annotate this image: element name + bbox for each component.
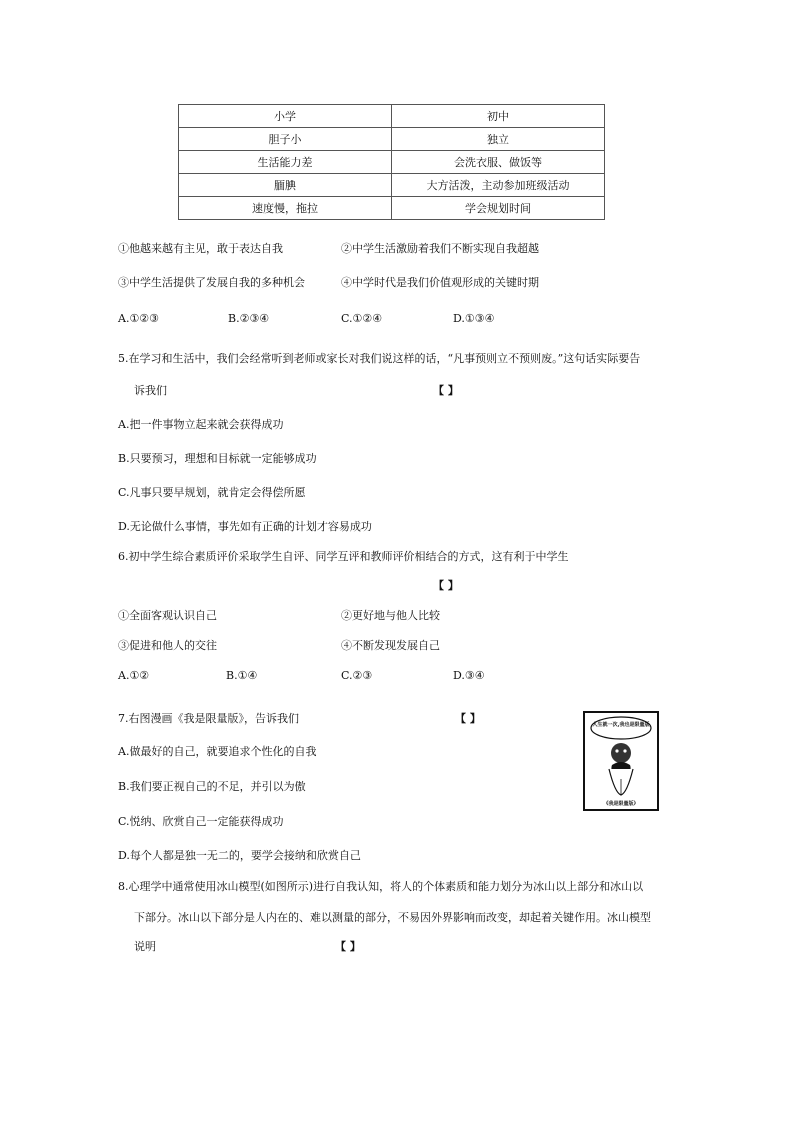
q5-stem-line2: 诉我们 xyxy=(134,384,167,397)
q7-option-c: C.悦纳、欣赏自己一定能获得成功 xyxy=(118,815,284,828)
comparison-table xyxy=(178,104,605,220)
q6-stem: 6.初中学生综合素质评价采取学生自评、同学互评和教师评价相结合的方式，这有利于中学生 xyxy=(118,550,569,563)
q4-option-b: B.②③④ xyxy=(228,312,270,325)
q8-stem-line1: 8.心理学中通常使用冰山模型(如图所示)进行自我认知，将人的个体素质和能力划分为冰山以上部分和冰山以 xyxy=(118,880,644,893)
q4-item-2: ②中学生活激励着我们不断实现自我超越 xyxy=(341,242,539,255)
q7-option-b: B.我们要正视自己的不足，并引以为傲 xyxy=(118,780,306,793)
q7-option-d: D.每个人都是独一无二的，要学会接纳和欣赏自己 xyxy=(118,849,361,862)
table-row xyxy=(179,174,605,197)
q5-option-c: C.凡事只要早规划，就肯定会得偿所愿 xyxy=(118,486,306,499)
comic-illustration xyxy=(583,711,659,811)
q8-stem-line2: 下部分。冰山以下部分是人内在的、难以测量的部分，不易因外界影响而改变，却起着关键作用。冰山模型 xyxy=(134,911,651,924)
table-cell-primary: 生活能力差 xyxy=(179,151,392,174)
table-row xyxy=(179,197,605,220)
q4-option-a: A.①②③ xyxy=(118,312,160,325)
table-row xyxy=(179,151,605,174)
q6-option-a: A.①② xyxy=(118,669,150,682)
table-cell-junior: 会洗衣服、做饭等 xyxy=(392,151,605,174)
q7-stem: 7.右图漫画《我是限量版》，告诉我们 xyxy=(118,712,299,725)
q5-option-b: B.只要预习，理想和目标就一定能够成功 xyxy=(118,452,317,465)
table-row xyxy=(179,105,605,128)
q7-answer-bracket: 【 】 xyxy=(455,712,481,725)
comic-drawing xyxy=(585,713,657,809)
q4-item-4: ④中学时代是我们价值观形成的关键时期 xyxy=(341,276,539,289)
q8-answer-bracket: 【 】 xyxy=(335,940,361,953)
q5-stem-line1: 5.在学习和生活中，我们会经常听到老师或家长对我们说这样的话，“凡事预则立不预则废。”这句话实际要告 xyxy=(118,352,641,365)
q4-item-1: ①他越来越有主见，敢于表达自我 xyxy=(118,242,283,255)
q6-item-3: ③促进和他人的交往 xyxy=(118,639,217,652)
table-cell-junior: 独立 xyxy=(392,128,605,151)
table-cell-junior: 学会规划时间 xyxy=(392,197,605,220)
comic-speech-line: 人生就一次,我也是限量版 xyxy=(592,722,650,728)
q6-option-d: D.③④ xyxy=(453,669,485,682)
q5-answer-bracket: 【 】 xyxy=(433,384,459,397)
q6-item-4: ④不断发现发展自己 xyxy=(341,639,440,652)
q6-answer-bracket: 【 】 xyxy=(433,579,459,592)
q5-option-d: D.无论做什么事情，事先如有正确的计划才容易成功 xyxy=(118,520,372,533)
table-cell-junior: 初中 xyxy=(392,105,605,128)
q5-option-a: A.把一件事物立起来就会获得成功 xyxy=(118,418,284,431)
table-cell-primary: 腼腆 xyxy=(179,174,392,197)
table-cell-primary: 小学 xyxy=(179,105,392,128)
q4-item-3: ③中学生活提供了发展自我的多种机会 xyxy=(118,276,305,289)
q6-item-2: ②更好地与他人比较 xyxy=(341,609,440,622)
comic-caption: 《我是限量版》 xyxy=(603,801,639,807)
q8-stem-line3: 说明 xyxy=(134,940,156,953)
q6-item-1: ①全面客观认识自己 xyxy=(118,609,217,622)
q4-option-d: D.①③④ xyxy=(453,312,495,325)
table-cell-primary: 胆子小 xyxy=(179,128,392,151)
q6-option-b: B.①④ xyxy=(226,669,258,682)
q7-option-a: A.做最好的自己，就要追求个性化的自我 xyxy=(118,745,317,758)
table-cell-primary: 速度慢，拖拉 xyxy=(179,197,392,220)
table-row xyxy=(179,128,605,151)
q6-option-c: C.②③ xyxy=(341,669,373,682)
table-cell-junior: 大方活泼，主动参加班级活动 xyxy=(392,174,605,197)
q4-option-c: C.①②④ xyxy=(341,312,383,325)
